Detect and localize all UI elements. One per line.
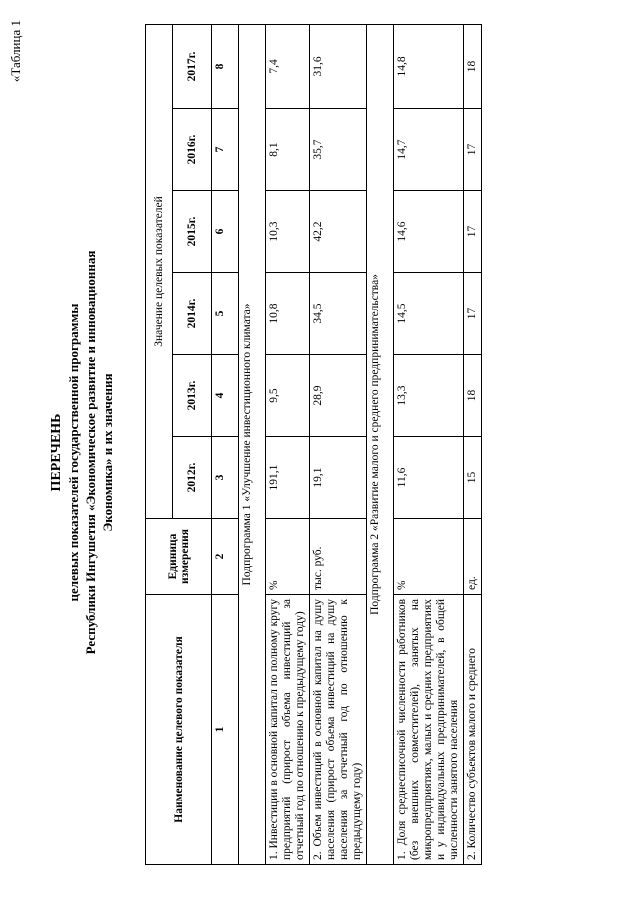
indicators-table	[145, 24, 482, 865]
indicator-name: 1. Доля среднесписочной численности работников (без внешних совместителей), занятых на микропредприятиях, малых и средних предприятиях и у индивидуальных предпринимателей, в общей численности занятого населения	[394, 595, 464, 865]
title-line-1: ПЕРЕЧЕНЬ	[49, 413, 64, 492]
header-year: 2014г.	[173, 273, 212, 355]
title-line-2: целевых показателей государственной программы	[66, 303, 81, 602]
indicator-value: 14,5	[394, 273, 464, 355]
indicator-value: 28,9	[310, 355, 367, 437]
indicator-value: 14,7	[394, 109, 464, 191]
indicator-value: 9,5	[266, 355, 310, 437]
subprogram-1-heading: Подпрограмма 1 «Улучшение инвестиционного климата»	[239, 24, 266, 864]
table-row	[310, 24, 367, 864]
subprogram-2-heading: Подпрограмма 2 «Развитие малого и среднего предпринимательства»	[367, 24, 394, 864]
table-row	[464, 24, 482, 864]
indicator-value: 8,1	[266, 109, 310, 191]
indicator-value: 17	[464, 109, 482, 191]
header-year: 2017г.	[173, 24, 212, 108]
header-year: 2012г.	[173, 437, 212, 519]
indicator-value: 14,8	[394, 24, 464, 108]
indicator-name: 1. Инвестиции в основной капитал по полному кругу предприятий (прирост объема инвестиций за отчетный год по отношению к предыдущему году)	[266, 595, 310, 865]
column-number: 4	[212, 355, 239, 437]
indicator-unit: %	[394, 519, 464, 595]
table-row	[266, 24, 310, 864]
column-number: 1	[212, 595, 239, 865]
column-number: 6	[212, 191, 239, 273]
indicator-value: 19,1	[310, 437, 367, 519]
indicator-value: 10,3	[266, 191, 310, 273]
indicator-value: 10,8	[266, 273, 310, 355]
indicator-value: 42,2	[310, 191, 367, 273]
column-number: 3	[212, 437, 239, 519]
indicator-name: 2. Количество субъектов малого и среднего	[464, 595, 482, 865]
column-number: 7	[212, 109, 239, 191]
indicator-value: 7,4	[266, 24, 310, 108]
indicator-value: 13,3	[394, 355, 464, 437]
indicator-unit: ед.	[464, 519, 482, 595]
indicator-value: 17	[464, 191, 482, 273]
indicator-value: 31,6	[310, 24, 367, 108]
indicator-value: 191,1	[266, 437, 310, 519]
column-number: 2	[212, 519, 239, 595]
indicator-name: 2. Объем инвестиций в основной капитал на душу населения (прирост объема инвестиций на душу населения за отчетный год по отношению к предыдущему году)	[310, 595, 367, 865]
indicator-unit: %	[266, 519, 310, 595]
header-indicator-name: Наименование целевого показателя	[146, 595, 212, 865]
header-year: 2013г.	[173, 355, 212, 437]
indicator-unit: тыс. руб.	[310, 519, 367, 595]
indicator-value: 15	[464, 437, 482, 519]
indicator-value: 11,6	[394, 437, 464, 519]
header-values-group: Значение целевых показателей	[146, 24, 173, 518]
column-number: 8	[212, 24, 239, 108]
indicator-value: 18	[464, 355, 482, 437]
title-line-3: Республики Ингушетия «Экономическое развитие и инновационная	[83, 250, 98, 655]
indicator-value: 17	[464, 273, 482, 355]
header-year: 2016г.	[173, 109, 212, 191]
indicator-value: 18	[464, 24, 482, 108]
header-unit: Единица измерения	[146, 519, 212, 595]
indicator-value: 34,5	[310, 273, 367, 355]
column-number: 5	[212, 273, 239, 355]
table-row	[394, 24, 464, 864]
document-title	[48, 0, 116, 905]
table-reference: «Таблица 1	[8, 20, 23, 83]
indicator-value: 35,7	[310, 109, 367, 191]
header-year: 2015г.	[173, 191, 212, 273]
title-line-4: Экономика» и их значения	[100, 373, 115, 532]
indicator-value: 14,6	[394, 191, 464, 273]
